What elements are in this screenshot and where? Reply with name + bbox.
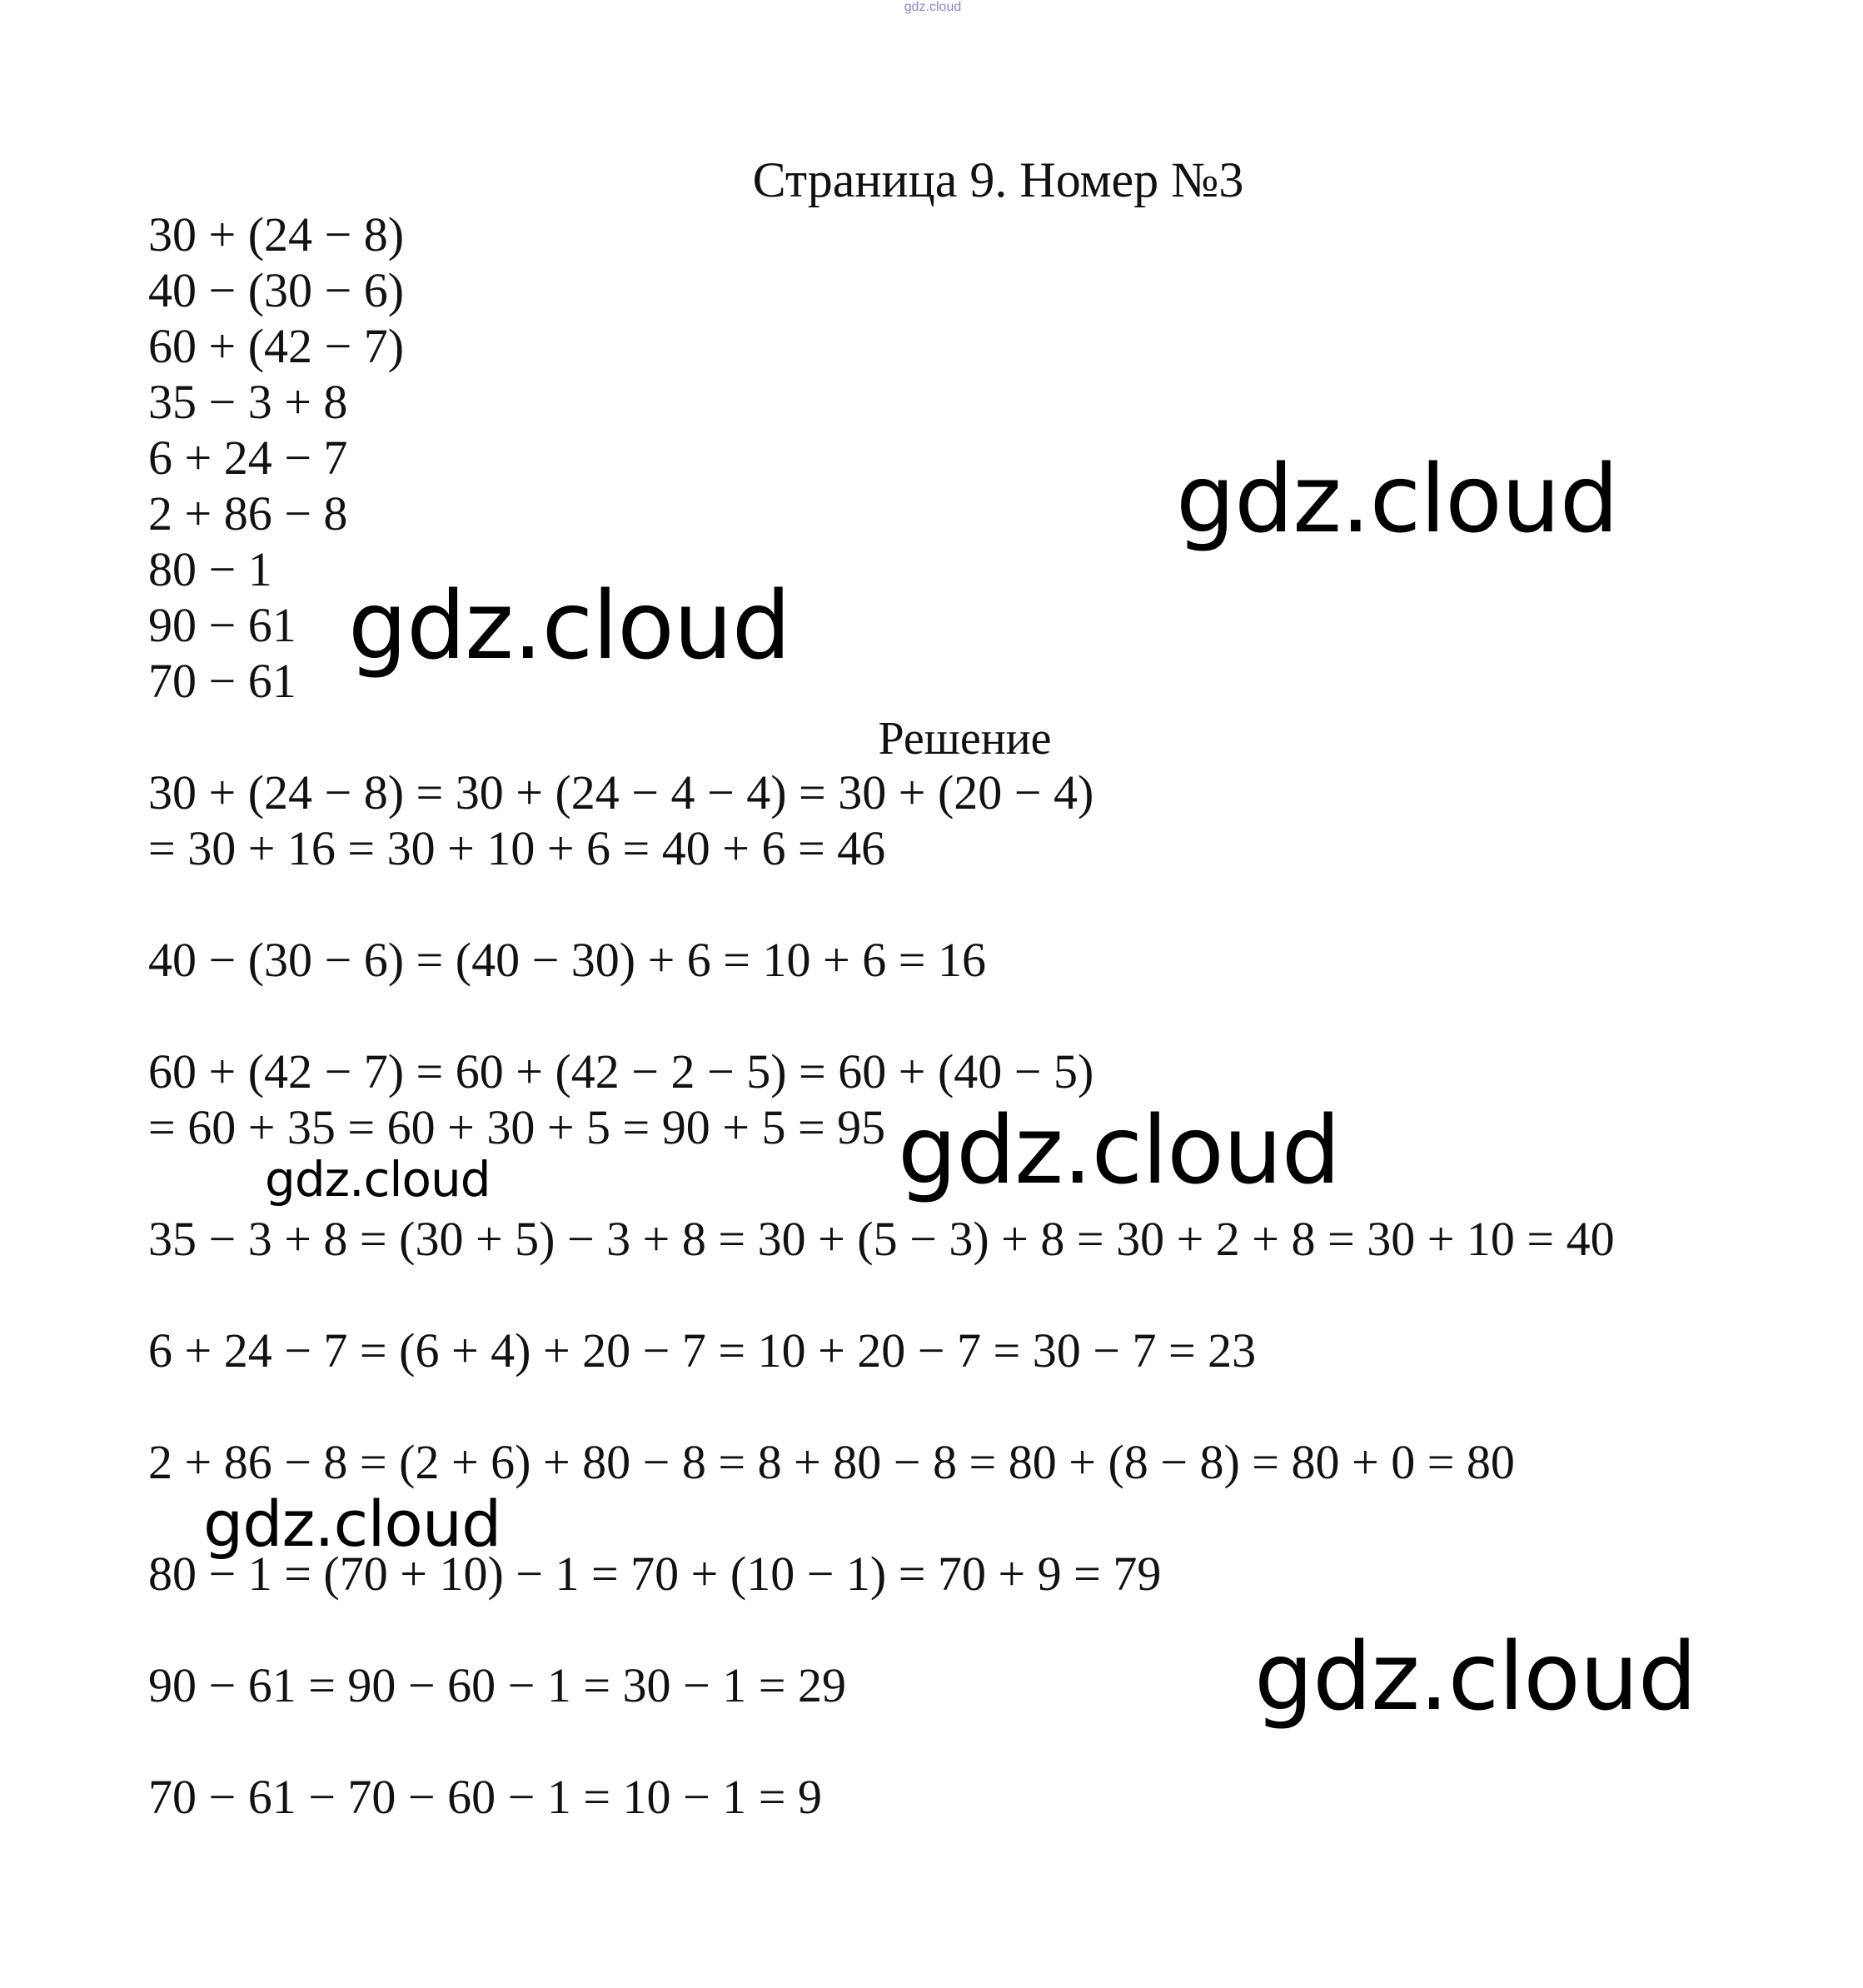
solution-line-9: 80 − 1 = (70 + 10) − 1 = 70 + (10 − 1) = 70 + 9 = 79 bbox=[148, 1547, 1162, 1601]
task-line-3: 60 + (42 − 7) bbox=[148, 319, 405, 373]
watermark-2: gdz.cloud bbox=[348, 572, 790, 680]
solution-line-8: 2 + 86 − 8 = (2 + 6) + 80 − 8 = 8 + 80 − 8 = 80 + (8 − 8) = 80 + 0 = 80 bbox=[148, 1435, 1515, 1489]
solution-line-1: 30 + (24 − 8) = 30 + (24 − 4 − 4) = 30 + (20 − 4) bbox=[148, 765, 1094, 820]
task-line-1: 30 + (24 − 8) bbox=[148, 207, 405, 262]
page-title: Страница 9. Номер №3 bbox=[752, 152, 1244, 207]
solution-line-7: 6 + 24 − 7 = (6 + 4) + 20 − 7 = 10 + 20 − 7 = 30 − 7 = 23 bbox=[148, 1323, 1257, 1378]
solution-line-10: 90 − 61 = 90 − 60 − 1 = 30 − 1 = 29 bbox=[148, 1658, 846, 1712]
task-line-4: 35 − 3 + 8 bbox=[148, 375, 348, 429]
task-line-7: 80 − 1 bbox=[148, 542, 272, 596]
watermark-6: gdz.cloud bbox=[1254, 1623, 1696, 1731]
watermark-1: gdz.cloud bbox=[1176, 446, 1618, 554]
solution-line-2: = 30 + 16 = 30 + 10 + 6 = 40 + 6 = 46 bbox=[148, 821, 886, 875]
task-line-2: 40 − (30 − 6) bbox=[148, 263, 405, 317]
task-line-6: 2 + 86 − 8 bbox=[148, 486, 348, 541]
task-line-9: 70 − 61 bbox=[148, 654, 296, 708]
task-line-8: 90 − 61 bbox=[148, 598, 296, 652]
solution-line-5: = 60 + 35 = 60 + 30 + 5 = 90 + 5 = 95 bbox=[148, 1100, 886, 1154]
watermark-3: gdz.cloud bbox=[898, 1097, 1340, 1205]
watermark-5: gdz.cloud bbox=[203, 1487, 501, 1561]
watermark-4: gdz.cloud bbox=[265, 1151, 491, 1208]
solution-line-6: 35 − 3 + 8 = (30 + 5) − 3 + 8 = 30 + (5 − 3) + 8 = 30 + 2 + 8 = 30 + 10 = 40 bbox=[148, 1212, 1615, 1266]
solution-heading: Решение bbox=[878, 713, 1052, 765]
solution-line-4: 60 + (42 − 7) = 60 + (42 − 2 − 5) = 60 + (40 − 5) bbox=[148, 1044, 1094, 1099]
header-watermark: gdz.cloud bbox=[904, 0, 962, 14]
solution-line-3: 40 − (30 − 6) = (40 − 30) + 6 = 10 + 6 = 16 bbox=[148, 933, 986, 987]
solution-line-11: 70 − 61 − 70 − 60 − 1 = 10 − 1 = 9 bbox=[148, 1770, 822, 1824]
task-line-5: 6 + 24 − 7 bbox=[148, 431, 348, 485]
